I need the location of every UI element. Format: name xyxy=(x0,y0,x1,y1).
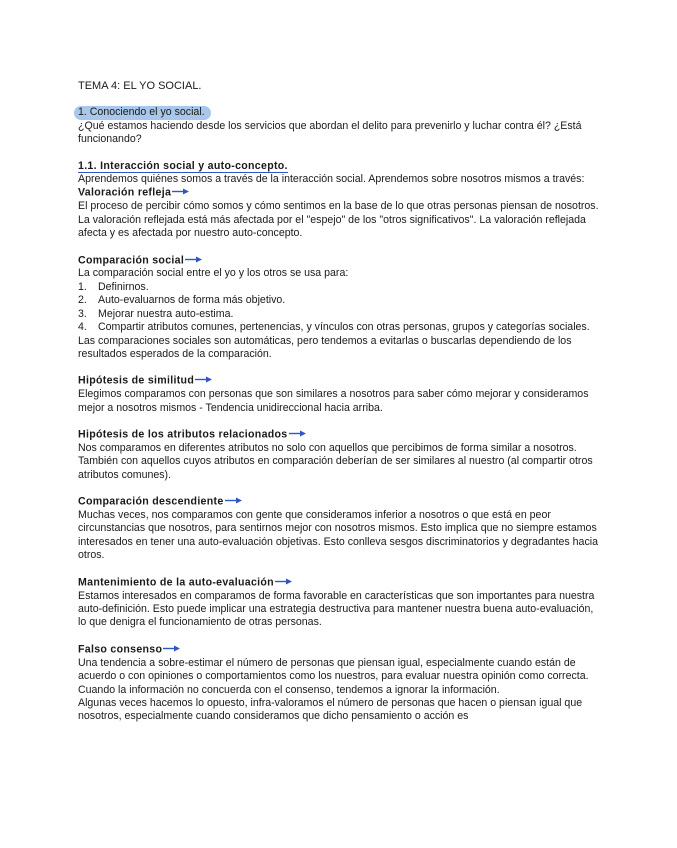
right-arrow-icon xyxy=(225,495,242,508)
similitud-text: Elegimos comparamos con personas que son similares a nosotros para saber cómo mejorar y consideramos mejor a nosotros mismos - Tendencia unidireccional hacia arriba. xyxy=(78,388,589,414)
descendiente-text: Muchas veces, nos comparamos con gente que consideramos inferior a nosotros o que está en peor circunstancias que nosotros, para sentirnos mejor con nosotros mismos. Esto implica que no siempre estamos interesados en tener una auto-evaluación objetivas. Esto conlleva sesgos discriminatorios y degradantes hacia otros. xyxy=(78,509,598,562)
falso-heading-text: Falso consenso xyxy=(78,643,163,656)
section-1-1-text: Aprendemos quiénes somos a través de la interacción social. Aprendemos sobre nosotros mismos a través: xyxy=(78,173,585,186)
comparacion-heading xyxy=(78,254,600,268)
falso-text: Una tendencia a sobre-estimar el número de personas que piensan igual, especialmente cuando están de acuerdo o con opiniones o comportamientos como los nuestros, para evaluar nuestra opinión como correcta. Cuando la información no concuerda con el consenso, tendemos a ignorar la información. xyxy=(78,656,589,696)
right-arrow-icon xyxy=(195,374,212,387)
atributos-heading xyxy=(78,428,600,442)
falso-heading xyxy=(78,643,600,657)
valoracion-heading-text: Valoración refleja xyxy=(78,186,172,199)
comparacion-list xyxy=(78,281,600,335)
list-item: 2. Auto-evaluarnos de forma más objetivo. xyxy=(78,294,286,307)
descendiente-heading xyxy=(78,495,600,509)
right-arrow-icon xyxy=(275,576,292,589)
section-1-heading xyxy=(78,106,600,119)
comparacion-intro: La comparación social entre el yo y los otros se usa para: xyxy=(78,267,349,280)
valoracion-text: El proceso de percibir cómo somos y cómo sentimos en la base de lo que otras personas piensan de nosotros. La valoración reflejada está más afectada por el "espejo" de los "otros significativos". La valoración reflejada afecta y es afectada por nuestro auto-concepto. xyxy=(78,200,599,240)
mantenimiento-heading xyxy=(78,576,600,590)
similitud-heading xyxy=(78,374,600,388)
right-arrow-icon xyxy=(172,186,189,199)
section-1-1-heading-text: 1.1. Interacción social y auto-concepto. xyxy=(78,159,288,172)
document-body xyxy=(78,80,600,724)
section-1-text: ¿Qué estamos haciendo desde los servicios que abordan el delito para prevenirlo y luchar contra él? ¿Está funcionando? xyxy=(78,119,582,146)
atributos-text: Nos comparamos en diferentes atributos no solo con aquellos que percibimos de forma similar a nosotros. También con aquellos cuyos atributos en comparación deberían de ser similares al nuestro (al compartir otros atributos comunes). xyxy=(78,441,593,481)
list-item: 1. Definirnos. xyxy=(78,280,149,293)
right-arrow-icon xyxy=(289,428,306,441)
highlighted-heading: 1. Conociendo el yo social. xyxy=(74,106,211,119)
descendiente-heading-text: Comparación descendiente xyxy=(78,495,224,508)
mantenimiento-heading-text: Mantenimiento de la auto-evaluación xyxy=(78,576,274,589)
list-item: 4. Compartir atributos comunes, pertenencias, y vínculos con otras personas, grupos y categorías sociales. xyxy=(78,321,590,334)
comparacion-heading-text: Comparación social xyxy=(78,254,185,267)
right-arrow-icon xyxy=(185,254,202,267)
similitud-heading-text: Hipótesis de similitud xyxy=(78,374,195,387)
list-item: 3. Mejorar nuestra auto-estima. xyxy=(78,307,234,320)
comparacion-outro: Las comparaciones sociales son automáticas, pero tendemos a evitarlas o buscarlas dependiendo de los resultados esperados de la comparación. xyxy=(78,334,572,360)
page-title: TEMA 4: EL YO SOCIAL. xyxy=(78,80,202,92)
right-arrow-icon xyxy=(163,643,180,656)
falso-text-2: Algunas veces hacemos lo opuesto, infra-valoramos el número de personas que hacen o piensan igual que nosotros, especialmente cuando consideramos que dicho pensamiento o acción es xyxy=(78,696,583,723)
section-1-1-heading xyxy=(78,160,600,173)
mantenimiento-text: Estamos interesados en comparamos de forma favorable en características que son importantes para nuestra auto-definición. Esto puede implicar una estrategia destructiva para mantener nuestra buena auto-evaluación, lo que denigra el funcionamiento de otras personas. xyxy=(78,589,595,629)
valoracion-heading xyxy=(78,186,600,200)
atributos-heading-text: Hipótesis de los atributos relacionados xyxy=(78,428,288,441)
